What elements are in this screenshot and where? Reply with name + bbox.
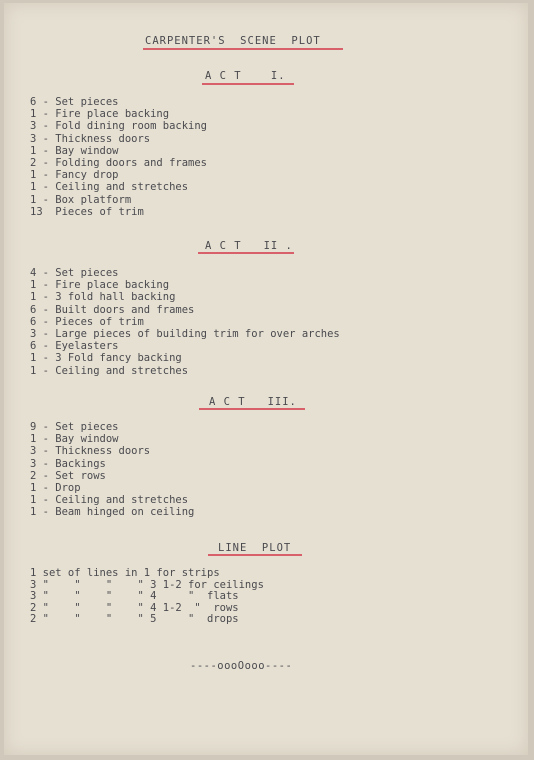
act-2-list [30, 267, 340, 377]
list-item: 1 - Drop [30, 481, 81, 494]
list-item: 1 - Ceiling and stretches [30, 181, 189, 194]
list-item: 1 - Fire place backing [30, 108, 170, 121]
act-2-heading: A C T II . [205, 240, 293, 252]
list-item: 13 Pieces of trim [30, 205, 144, 218]
list-item: 3 " " " " 4 " flats [30, 590, 239, 602]
list-item: 1 - Bay window [30, 144, 119, 157]
list-item: 2 " " " " 5 " drops [30, 613, 239, 625]
act-3-list [30, 421, 194, 519]
list-item: 2 - Folding doors and frames [30, 156, 208, 169]
list-item: 1 - Bay window [30, 433, 119, 446]
act-3-heading: A C T III. [209, 396, 297, 408]
list-item: 1 - Fire place backing [30, 279, 170, 292]
line-plot-underline [208, 554, 302, 556]
list-item: 1 - 3 fold hall backing [30, 291, 176, 304]
list-item: 2 " " " " 4 1-2 " rows [30, 601, 239, 614]
list-item: 6 - Pieces of trim [30, 315, 144, 328]
list-item: 9 - Set pieces [30, 421, 119, 433]
list-item: 1 - Ceiling and stretches [30, 364, 189, 377]
list-item: 1 - Ceiling and stretches [30, 494, 189, 507]
list-item: 1 - 3 Fold fancy backing [30, 352, 182, 365]
line-plot-list [30, 568, 264, 626]
list-item: 6 - Eyelasters [30, 340, 119, 353]
typewritten-page [4, 3, 528, 755]
act-1-underline [202, 83, 294, 85]
line-plot-heading: LINE PLOT [218, 542, 292, 554]
act-3-underline [199, 408, 305, 410]
list-item: 3 - Backings [30, 457, 106, 470]
list-item: 4 - Set pieces [30, 267, 119, 279]
title-underline [143, 48, 343, 50]
list-item: 1 - Beam hinged on ceiling [30, 506, 195, 519]
list-item: 3 - Large pieces of building trim for over arches [30, 327, 340, 340]
document [4, 3, 528, 755]
list-item: 6 - Set pieces [30, 96, 119, 108]
footer-ornament: ----oooOooo---- [190, 660, 293, 672]
act-2-underline [198, 252, 294, 254]
list-item: 1 - Box platform [30, 193, 132, 206]
list-item: 3 - Thickness doors [30, 445, 151, 458]
list-item: 1 - Fancy drop [30, 169, 119, 182]
list-item: 1 set of lines in 1 for strips [30, 567, 220, 579]
list-item: 3 - Fold dining room backing [30, 120, 208, 133]
page-title: CARPENTER'S SCENE PLOT [145, 35, 321, 47]
list-item: 6 - Built doors and frames [30, 303, 195, 316]
act-1-list [30, 96, 207, 218]
list-item: 3 " " " " 3 1-2 for ceilings [30, 578, 264, 591]
list-item: 2 - Set rows [30, 469, 106, 482]
act-1-heading: A C T I. [205, 70, 286, 82]
list-item: 3 - Thickness doors [30, 132, 151, 145]
